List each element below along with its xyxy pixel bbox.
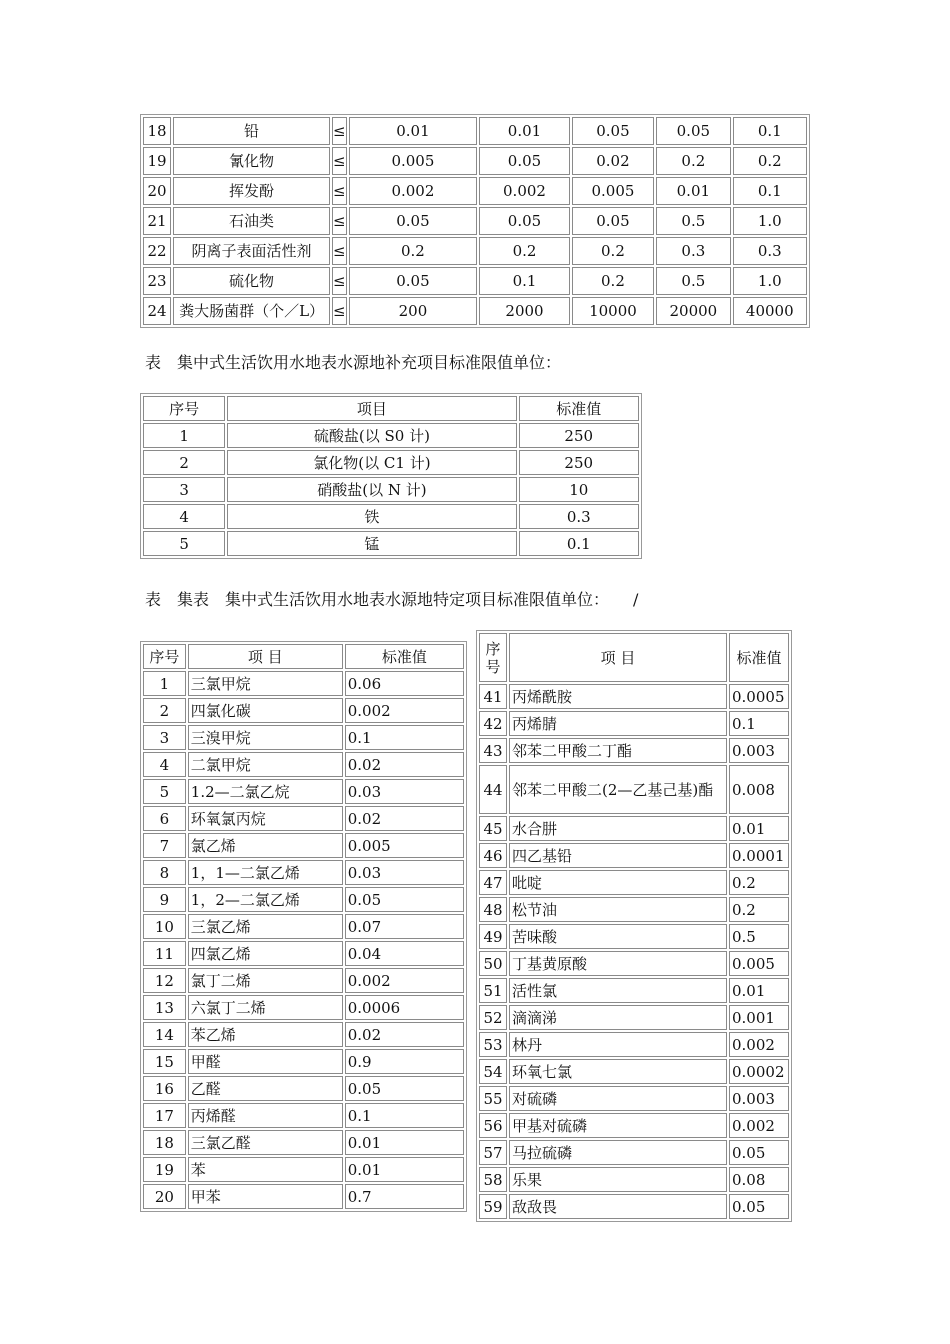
item-name: 三氯乙醛 bbox=[188, 1130, 343, 1155]
class-3-value: 0.005 bbox=[572, 177, 654, 205]
item-name: 三氯甲烷 bbox=[188, 671, 343, 696]
row-number: 24 bbox=[143, 297, 171, 325]
row-number: 11 bbox=[143, 941, 186, 966]
item-name: 石油类 bbox=[173, 207, 330, 235]
table-row bbox=[143, 423, 639, 448]
standard-value: 0.02 bbox=[345, 1022, 464, 1047]
table-row bbox=[479, 1113, 789, 1138]
class-4-value: 0.5 bbox=[656, 207, 730, 235]
table-row bbox=[143, 995, 464, 1020]
row-number: 55 bbox=[479, 1086, 507, 1111]
row-number: 59 bbox=[479, 1194, 507, 1219]
item-name: 1.2—二氯乙烷 bbox=[188, 779, 343, 804]
standard-value: 0.0005 bbox=[729, 684, 789, 709]
item-name: 乙醛 bbox=[188, 1076, 343, 1101]
standard-value: 0.5 bbox=[729, 924, 789, 949]
row-number: 44 bbox=[479, 765, 507, 814]
table-row bbox=[479, 1086, 789, 1111]
item-name: 邻苯二甲酸二(2—乙基己基)酯 bbox=[509, 765, 727, 814]
table-row bbox=[143, 117, 807, 145]
standard-value: 0.04 bbox=[345, 941, 464, 966]
item-name: 丁基黄原酸 bbox=[509, 951, 727, 976]
row-number: 42 bbox=[479, 711, 507, 736]
standard-value: 0.005 bbox=[729, 951, 789, 976]
class-1-value: 0.005 bbox=[349, 147, 478, 175]
table-row bbox=[143, 698, 464, 723]
row-number: 43 bbox=[479, 738, 507, 763]
table-row bbox=[143, 147, 807, 175]
item-name: 活性氯 bbox=[509, 978, 727, 1003]
class-4-value: 0.5 bbox=[656, 267, 730, 295]
item-name: 1，1—二氯乙烯 bbox=[188, 860, 343, 885]
row-number: 5 bbox=[143, 779, 186, 804]
row-number: 6 bbox=[143, 806, 186, 831]
item-name: 乐果 bbox=[509, 1167, 727, 1192]
item-name: 粪大肠菌群（个／L） bbox=[173, 297, 330, 325]
row-number: 13 bbox=[143, 995, 186, 1020]
class-3-value: 0.05 bbox=[572, 207, 654, 235]
row-number: 20 bbox=[143, 1184, 186, 1209]
standard-value: 0.02 bbox=[345, 752, 464, 777]
item-name: 环氧七氯 bbox=[509, 1059, 727, 1084]
item-name: 硝酸盐(以 N 计) bbox=[227, 477, 516, 502]
table-row bbox=[143, 477, 639, 502]
item-name: 硫化物 bbox=[173, 267, 330, 295]
table-header-row bbox=[479, 633, 789, 682]
item-name: 滴滴涕 bbox=[509, 1005, 727, 1030]
specific-items-table-right bbox=[476, 630, 792, 1222]
supplementary-items-table bbox=[140, 393, 642, 559]
row-number: 53 bbox=[479, 1032, 507, 1057]
row-number: 56 bbox=[479, 1113, 507, 1138]
table-row bbox=[479, 1059, 789, 1084]
table-row bbox=[143, 887, 464, 912]
class-3-value: 0.05 bbox=[572, 117, 654, 145]
row-number: 57 bbox=[479, 1140, 507, 1165]
item-name: 甲醛 bbox=[188, 1049, 343, 1074]
header-no: 序号 bbox=[143, 396, 225, 421]
table-row bbox=[479, 978, 789, 1003]
item-name: 苯乙烯 bbox=[188, 1022, 343, 1047]
class-3-value: 0.02 bbox=[572, 147, 654, 175]
item-name: 对硫磷 bbox=[509, 1086, 727, 1111]
standard-value: 0.002 bbox=[729, 1032, 789, 1057]
class-5-value: 1.0 bbox=[733, 267, 807, 295]
table-row bbox=[143, 914, 464, 939]
item-name: 六氯丁二烯 bbox=[188, 995, 343, 1020]
row-number: 49 bbox=[479, 924, 507, 949]
table-row bbox=[143, 267, 807, 295]
item-name: 苦味酸 bbox=[509, 924, 727, 949]
table-row bbox=[143, 752, 464, 777]
row-number: 1 bbox=[143, 423, 225, 448]
item-name: 铁 bbox=[227, 504, 516, 529]
table-row bbox=[479, 924, 789, 949]
table-row bbox=[143, 531, 639, 556]
item-name: 敌敌畏 bbox=[509, 1194, 727, 1219]
table-row bbox=[479, 870, 789, 895]
class-4-value: 0.2 bbox=[656, 147, 730, 175]
item-name: 氯乙烯 bbox=[188, 833, 343, 858]
item-name: 甲苯 bbox=[188, 1184, 343, 1209]
class-1-value: 200 bbox=[349, 297, 478, 325]
class-2-value: 0.01 bbox=[479, 117, 569, 145]
table-row bbox=[479, 843, 789, 868]
table-row bbox=[143, 806, 464, 831]
row-number: 22 bbox=[143, 237, 171, 265]
item-name: 阴离子表面活性剂 bbox=[173, 237, 330, 265]
item-name: 硫酸盐(以 S0 计) bbox=[227, 423, 516, 448]
row-number: 7 bbox=[143, 833, 186, 858]
row-number: 48 bbox=[479, 897, 507, 922]
standard-value: 0.05 bbox=[345, 887, 464, 912]
table-row bbox=[479, 711, 789, 736]
class-4-value: 0.05 bbox=[656, 117, 730, 145]
table-row bbox=[143, 237, 807, 265]
class-2-value: 0.1 bbox=[479, 267, 569, 295]
item-name: 丙烯腈 bbox=[509, 711, 727, 736]
row-number: 18 bbox=[143, 1130, 186, 1155]
table-row bbox=[143, 450, 639, 475]
standard-value: 0.08 bbox=[729, 1167, 789, 1192]
item-name: 甲基对硫磷 bbox=[509, 1113, 727, 1138]
row-number: 19 bbox=[143, 147, 171, 175]
class-1-value: 0.2 bbox=[349, 237, 478, 265]
standard-value: 250 bbox=[519, 423, 640, 448]
class-2-value: 2000 bbox=[479, 297, 569, 325]
row-number: 5 bbox=[143, 531, 225, 556]
table-row bbox=[479, 738, 789, 763]
row-number: 51 bbox=[479, 978, 507, 1003]
table-row bbox=[143, 860, 464, 885]
row-number: 16 bbox=[143, 1076, 186, 1101]
table-row bbox=[143, 779, 464, 804]
class-4-value: 0.01 bbox=[656, 177, 730, 205]
item-name: 三溴甲烷 bbox=[188, 725, 343, 750]
table-row bbox=[479, 1140, 789, 1165]
item-name: 四氯化碳 bbox=[188, 698, 343, 723]
standard-value: 0.01 bbox=[345, 1130, 464, 1155]
class-5-value: 0.1 bbox=[733, 117, 807, 145]
standard-value: 0.2 bbox=[729, 897, 789, 922]
class-1-value: 0.01 bbox=[349, 117, 478, 145]
row-number: 4 bbox=[143, 504, 225, 529]
table-row bbox=[143, 297, 807, 325]
operator: ≤ bbox=[332, 297, 347, 325]
table-row bbox=[479, 765, 789, 814]
row-number: 21 bbox=[143, 207, 171, 235]
row-number: 47 bbox=[479, 870, 507, 895]
standard-value: 0.01 bbox=[345, 1157, 464, 1182]
standard-value: 0.07 bbox=[345, 914, 464, 939]
table-row bbox=[143, 1103, 464, 1128]
header-no: 序号 bbox=[143, 644, 186, 669]
header-value: 标准值 bbox=[729, 633, 789, 682]
row-number: 58 bbox=[479, 1167, 507, 1192]
row-number: 4 bbox=[143, 752, 186, 777]
item-name: 环氧氯丙烷 bbox=[188, 806, 343, 831]
table-header-row bbox=[143, 396, 639, 421]
item-name: 三氯乙烯 bbox=[188, 914, 343, 939]
class-5-value: 1.0 bbox=[733, 207, 807, 235]
row-number: 19 bbox=[143, 1157, 186, 1182]
table-row bbox=[143, 207, 807, 235]
standard-value: 0.0002 bbox=[729, 1059, 789, 1084]
standard-value: 0.1 bbox=[729, 711, 789, 736]
operator: ≤ bbox=[332, 267, 347, 295]
header-item: 项 目 bbox=[188, 644, 343, 669]
table-row bbox=[143, 833, 464, 858]
row-number: 2 bbox=[143, 450, 225, 475]
standard-value: 0.002 bbox=[345, 968, 464, 993]
standard-value: 250 bbox=[519, 450, 640, 475]
standard-value: 0.001 bbox=[729, 1005, 789, 1030]
row-number: 45 bbox=[479, 816, 507, 841]
operator: ≤ bbox=[332, 117, 347, 145]
row-number: 41 bbox=[479, 684, 507, 709]
table-row bbox=[479, 951, 789, 976]
table-row bbox=[479, 1032, 789, 1057]
class-2-value: 0.002 bbox=[479, 177, 569, 205]
standard-value: 0.1 bbox=[345, 1103, 464, 1128]
table-row bbox=[479, 684, 789, 709]
class-5-value: 40000 bbox=[733, 297, 807, 325]
standard-value: 0.05 bbox=[729, 1194, 789, 1219]
supplementary-table-caption: 表 集中式生活饮用水地表水源地补充项目标准限值单位： bbox=[145, 353, 562, 372]
table-row bbox=[143, 504, 639, 529]
row-number: 2 bbox=[143, 698, 186, 723]
operator: ≤ bbox=[332, 237, 347, 265]
header-item: 项 目 bbox=[509, 633, 727, 682]
standard-value: 0.005 bbox=[345, 833, 464, 858]
row-number: 15 bbox=[143, 1049, 186, 1074]
standard-value: 0.01 bbox=[729, 978, 789, 1003]
row-number: 17 bbox=[143, 1103, 186, 1128]
row-number: 9 bbox=[143, 887, 186, 912]
class-4-value: 0.3 bbox=[656, 237, 730, 265]
row-number: 3 bbox=[143, 725, 186, 750]
item-name: 丙烯醛 bbox=[188, 1103, 343, 1128]
table-row bbox=[479, 1005, 789, 1030]
row-number: 54 bbox=[479, 1059, 507, 1084]
water-quality-table-continued bbox=[140, 114, 810, 328]
row-number: 8 bbox=[143, 860, 186, 885]
row-number: 10 bbox=[143, 914, 186, 939]
row-number: 46 bbox=[479, 843, 507, 868]
class-3-value: 0.2 bbox=[572, 237, 654, 265]
standard-value: 0.2 bbox=[729, 870, 789, 895]
item-name: 氯丁二烯 bbox=[188, 968, 343, 993]
standard-value: 0.008 bbox=[729, 765, 789, 814]
class-2-value: 0.2 bbox=[479, 237, 569, 265]
specific-items-table-left bbox=[140, 641, 467, 1212]
standard-value: 0.01 bbox=[729, 816, 789, 841]
row-number: 50 bbox=[479, 951, 507, 976]
standard-value: 0.06 bbox=[345, 671, 464, 696]
class-3-value: 10000 bbox=[572, 297, 654, 325]
class-4-value: 20000 bbox=[656, 297, 730, 325]
header-value: 标准值 bbox=[519, 396, 640, 421]
standard-value: 0.05 bbox=[729, 1140, 789, 1165]
item-name: 松节油 bbox=[509, 897, 727, 922]
table-row bbox=[143, 1157, 464, 1182]
row-number: 23 bbox=[143, 267, 171, 295]
class-1-value: 0.05 bbox=[349, 267, 478, 295]
table-row bbox=[143, 1022, 464, 1047]
class-5-value: 0.2 bbox=[733, 147, 807, 175]
table-row bbox=[479, 897, 789, 922]
table-row bbox=[143, 1184, 464, 1209]
table-row bbox=[479, 1167, 789, 1192]
class-5-value: 0.3 bbox=[733, 237, 807, 265]
table-row bbox=[143, 968, 464, 993]
row-number: 20 bbox=[143, 177, 171, 205]
item-name: 四氯乙烯 bbox=[188, 941, 343, 966]
item-name: 林丹 bbox=[509, 1032, 727, 1057]
item-name: 马拉硫磷 bbox=[509, 1140, 727, 1165]
table-row bbox=[479, 1194, 789, 1219]
standard-value: 0.002 bbox=[345, 698, 464, 723]
class-5-value: 0.1 bbox=[733, 177, 807, 205]
standard-value: 0.9 bbox=[345, 1049, 464, 1074]
item-name: 铅 bbox=[173, 117, 330, 145]
standard-value: 0.03 bbox=[345, 779, 464, 804]
item-name: 水合肼 bbox=[509, 816, 727, 841]
item-name: 苯 bbox=[188, 1157, 343, 1182]
table-row bbox=[143, 941, 464, 966]
row-number: 14 bbox=[143, 1022, 186, 1047]
item-name: 丙烯酰胺 bbox=[509, 684, 727, 709]
standard-value: 0.02 bbox=[345, 806, 464, 831]
standard-value: 0.3 bbox=[519, 504, 640, 529]
standard-value: 0.1 bbox=[345, 725, 464, 750]
class-3-value: 0.2 bbox=[572, 267, 654, 295]
standard-value: 0.05 bbox=[345, 1076, 464, 1101]
row-number: 12 bbox=[143, 968, 186, 993]
row-number: 1 bbox=[143, 671, 186, 696]
specific-items-table-caption: 表 集表 集中式生活饮用水地表水源地特定项目标准限值单位： / bbox=[145, 590, 639, 609]
table-row bbox=[143, 1130, 464, 1155]
item-name: 四乙基铅 bbox=[509, 843, 727, 868]
class-1-value: 0.05 bbox=[349, 207, 478, 235]
item-name: 二氯甲烷 bbox=[188, 752, 343, 777]
operator: ≤ bbox=[332, 177, 347, 205]
standard-value: 0.002 bbox=[729, 1113, 789, 1138]
row-number: 3 bbox=[143, 477, 225, 502]
standard-value: 0.7 bbox=[345, 1184, 464, 1209]
item-name: 吡啶 bbox=[509, 870, 727, 895]
standard-value: 10 bbox=[519, 477, 640, 502]
class-1-value: 0.002 bbox=[349, 177, 478, 205]
standard-value: 0.003 bbox=[729, 738, 789, 763]
standard-value: 0.0006 bbox=[345, 995, 464, 1020]
item-name: 挥发酚 bbox=[173, 177, 330, 205]
item-name: 氯化物(以 C1 计) bbox=[227, 450, 516, 475]
standard-value: 0.1 bbox=[519, 531, 640, 556]
item-name: 1，2—二氯乙烯 bbox=[188, 887, 343, 912]
standard-value: 0.003 bbox=[729, 1086, 789, 1111]
table-row bbox=[143, 1076, 464, 1101]
table-row bbox=[143, 671, 464, 696]
class-2-value: 0.05 bbox=[479, 207, 569, 235]
table-row bbox=[479, 816, 789, 841]
table-row bbox=[143, 1049, 464, 1074]
item-name: 氰化物 bbox=[173, 147, 330, 175]
header-no: 序号 bbox=[479, 633, 507, 682]
standard-value: 0.0001 bbox=[729, 843, 789, 868]
item-name: 锰 bbox=[227, 531, 516, 556]
operator: ≤ bbox=[332, 147, 347, 175]
class-2-value: 0.05 bbox=[479, 147, 569, 175]
operator: ≤ bbox=[332, 207, 347, 235]
table-header-row bbox=[143, 644, 464, 669]
row-number: 52 bbox=[479, 1005, 507, 1030]
table-row bbox=[143, 177, 807, 205]
standard-value: 0.03 bbox=[345, 860, 464, 885]
table-row bbox=[143, 725, 464, 750]
header-item: 项目 bbox=[227, 396, 516, 421]
item-name: 邻苯二甲酸二丁酯 bbox=[509, 738, 727, 763]
header-value: 标准值 bbox=[345, 644, 464, 669]
row-number: 18 bbox=[143, 117, 171, 145]
